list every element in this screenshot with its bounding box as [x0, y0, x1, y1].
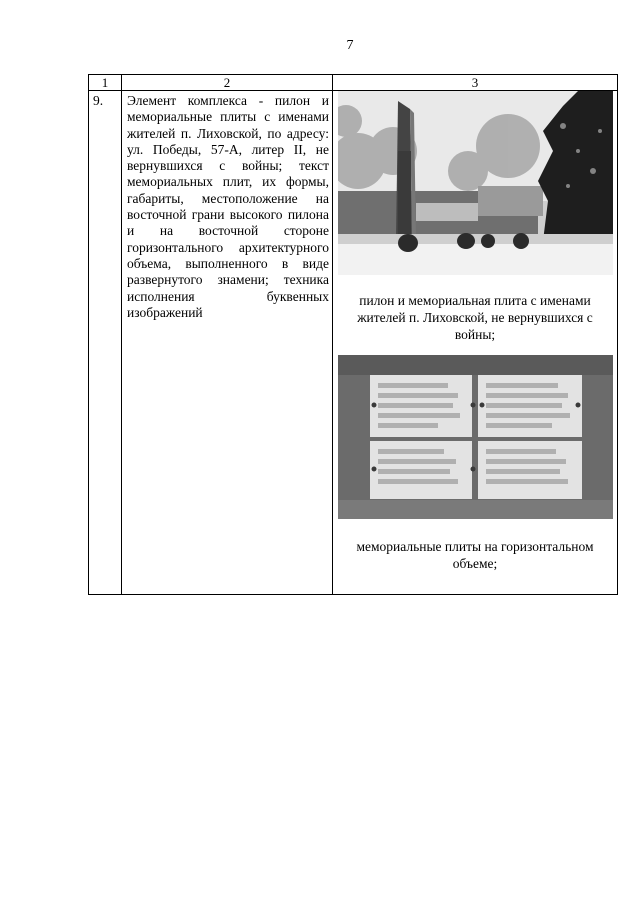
description-cell	[122, 91, 333, 595]
monument-table	[88, 74, 618, 595]
table-row	[89, 91, 618, 595]
memorial-plates-photo	[338, 355, 613, 519]
pylon-photo	[338, 91, 613, 275]
photos-cell	[333, 91, 618, 595]
element-description: Элемент комплекса - пилон и мемориальные плиты с именами жителей п. Лиховской, по адресу: ул. Победы, 57-А, литер II, не вернувшихся с войны; текст мемориальных плит, их формы, габариты, местоположение на восточной грани высокого пилона и на восточной стороне горизонтального архитектурного объема, выполненного в виде развернутого знамени; техника исполнения буквенных изображений	[127, 93, 329, 320]
row-number: 9.	[89, 91, 122, 595]
header-col-2: 2	[122, 75, 333, 91]
table-header-row	[89, 75, 618, 91]
memorial-plates-caption: мемориальные плиты на горизонтальном объеме;	[356, 539, 594, 571]
pylon-photo-caption: пилон и мемориальная плита с именами жителей п. Лиховской, не вернувшихся с войны;	[357, 293, 593, 342]
header-col-3: 3	[333, 75, 618, 91]
header-col-1: 1	[89, 75, 122, 91]
page-number: 7	[346, 38, 354, 53]
